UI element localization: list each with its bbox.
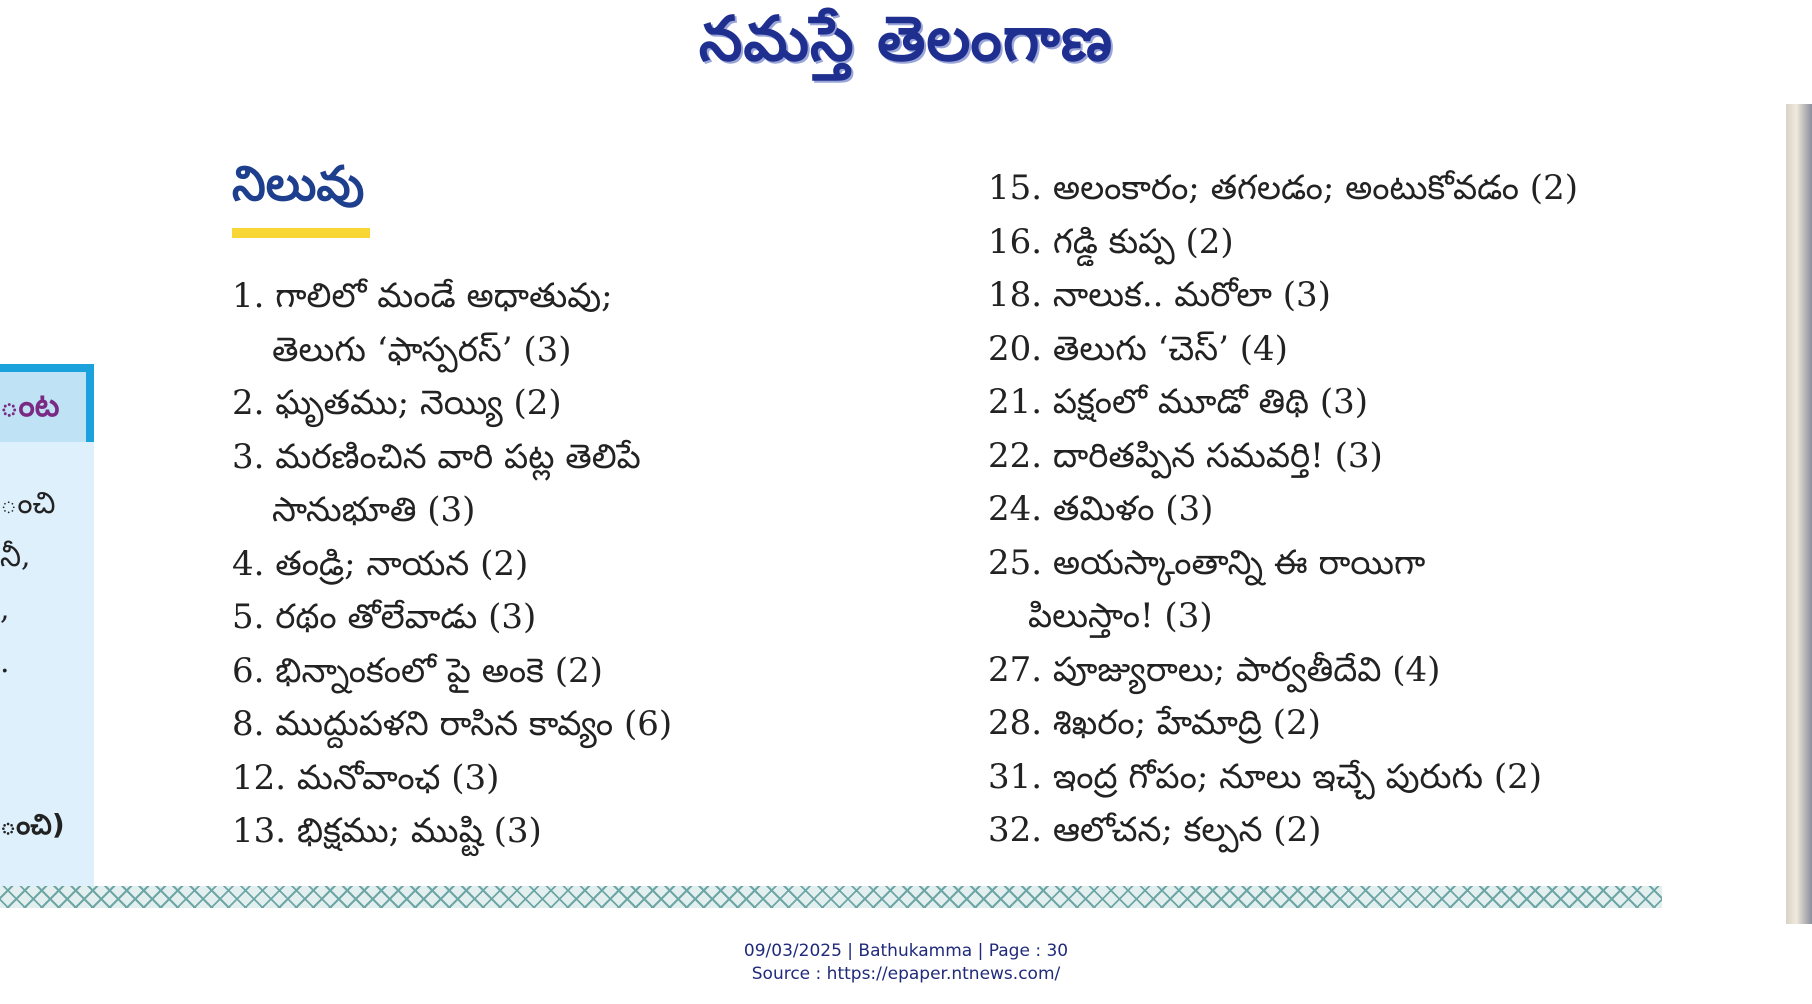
- page-footer: [0, 940, 1812, 986]
- decorative-border: [0, 886, 1662, 908]
- clue-item: 16. గడ్డి కుప్ప (2): [988, 221, 1234, 262]
- clue-item: 24. తమిళం (3): [988, 489, 1214, 529]
- clue-item: 22. దారితప్పిన సమవర్తి! (3): [988, 435, 1383, 476]
- adjacent-text-fragment: ంచి): [0, 808, 65, 841]
- adjacent-text-fragment: ంచి: [0, 486, 56, 521]
- adjacent-article-header-text: ంట: [0, 386, 60, 424]
- newspaper-masthead: నమస్తే తెలంగాణ: [698, 2, 1114, 75]
- clue-item: 8. ముద్దుపళని రాసిన కావ్యం (6): [232, 704, 673, 744]
- clue-continuation: పిలుస్తాం! (3): [1028, 596, 1213, 636]
- clue-item: 20. తెలుగు ‘చెస్’ (4): [988, 328, 1288, 369]
- adjacent-text-fragment: ,: [0, 592, 10, 627]
- adjacent-article-header: [0, 364, 94, 442]
- clue-item: 13. భిక్షము; ముష్టి (3): [232, 811, 542, 851]
- adjacent-text-fragment: నీ,: [0, 539, 31, 574]
- clue-item: 32. ఆలోచన; కల్పన (2): [988, 810, 1322, 850]
- clue-item: 25. అయస్కాంతాన్ని ఈ రాయిగా: [988, 542, 1426, 583]
- clue-item: 21. పక్షంలో మూడో తిథి (3): [988, 382, 1369, 422]
- clue-item: 28. శిఖరం; హేమాద్రి (2): [988, 703, 1321, 743]
- adjacent-photo-edge: [1786, 104, 1812, 924]
- clue-item: 3. మరణించిన వారి పట్ల తెలిపే: [232, 436, 641, 477]
- clue-continuation: తెలుగు ‘ఫాస్పరస్’ (3): [272, 329, 572, 370]
- clue-item: 27. పూజ్యురాలు; పార్వతీదేవి (4): [988, 649, 1441, 690]
- clue-item: 6. భిన్నాంకంలో పై అంకె (2): [232, 650, 603, 691]
- clue-item: 18. నాలుక.. మరోలా (3): [988, 275, 1331, 315]
- down-clues-left-column: [232, 270, 672, 859]
- section-title: నిలువు: [232, 156, 365, 212]
- down-clues-right-column: [988, 162, 1578, 858]
- clue-item: 5. రథం తోలేవాడు (3): [232, 597, 537, 637]
- adjacent-article-panel: [0, 364, 94, 886]
- clue-item: 31. ఇంద్ర గోపం; నూలు ఇచ్చే పురుగు (2): [988, 756, 1543, 797]
- title-underline: [232, 228, 370, 238]
- footer-date-line: 09/03/2025 | Bathukamma | Page : 30: [743, 941, 1069, 961]
- clue-item: 2. ఘృతము; నెయ్యి (2): [232, 383, 562, 423]
- clue-item: 1. గాలిలో మండే అధాతువు;: [232, 276, 613, 316]
- footer-source-line: Source : https://epaper.ntnews.com/: [751, 964, 1061, 984]
- clue-item: 12. మనోవాంఛ (3): [232, 757, 500, 798]
- clue-item: 4. తండ్రి; నాయన (2): [232, 543, 529, 584]
- clue-continuation: సానుభూతి (3): [272, 490, 476, 530]
- clue-item: 15. అలంకారం; తగలడం; అంటుకోవడం (2): [988, 168, 1578, 208]
- adjacent-text-fragment: .: [0, 645, 10, 680]
